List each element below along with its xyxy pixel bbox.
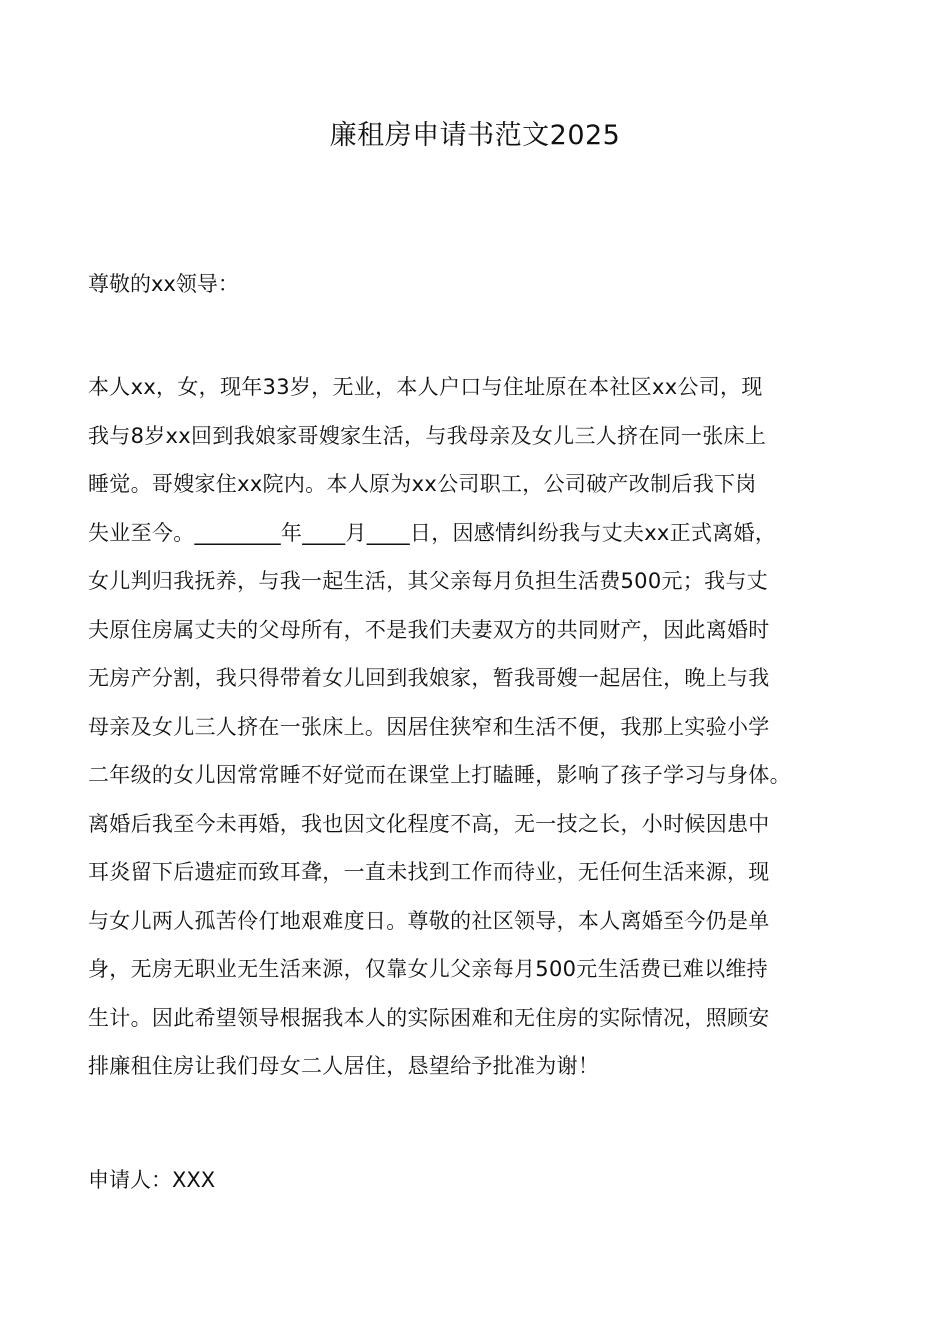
body-line: 无房产分割，我只得带着女儿回到我娘家，暂我哥嫂一起居住，晚上与我 [88,666,770,690]
salutation: 尊敬的xx领导： [88,272,239,296]
body-line: 女儿判归我抚养，与我一起生活，其父亲每月负担生活费500元；我与丈 [88,569,768,593]
body-line: 与女儿两人孤苦伶仃地艰难度日。尊敬的社区领导，本人离婚至今仍是单 [88,908,770,933]
body-line: 母亲及女儿三人挤在一张床上。因居住狭窄和生活不便，我那上实验小学 [88,714,770,739]
applicant-signature: 申请人：XXX [88,1168,216,1192]
body-line: 生计。因此希望领导根据我本人的实际困难和无住房的实际情况，照顾安 [88,1005,770,1030]
body-line: 耳炎留下后遗症而致耳聋，一直未找到工作而待业，无任何生活来源，现 [88,860,770,884]
body-line: 我与8岁xx回到我娘家哥嫂家生活，与我母亲及女儿三人挤在同一张床上 [88,423,767,448]
body-line: 夫原住房属丈夫的父母所有，不是我们夫妻双方的共同财产，因此离婚时 [88,617,770,642]
body-line: 睡觉。哥嫂家住xx院内。本人原为xx公司职工，公司破产改制后我下岗 [88,472,757,496]
body-line: 排廉租住房让我们母女二人居住，恳望给予批准为谢！ [88,1054,600,1078]
body-line: 离婚后我至今未再婚，我也因文化程度不高，无一技之长，小时候因患中 [88,811,770,836]
body-line: 身，无房无职业无生活来源，仅靠女儿父亲每月500元生活费已难以维持 [88,957,768,981]
body-paragraph [88,363,878,1091]
body-line: 失业至今。________年____月____日，因感情纠纷我与丈夫xx正式离婚， [88,520,777,545]
body-line: 本人xx，女，现年33岁，无业，本人户口与住址原在本社区xx公司，现 [88,375,763,399]
document-title: 廉租房申请书范文2025 [329,120,621,151]
body-line: 二年级的女儿因常常睡不好觉而在课堂上打瞌睡，影响了孩子学习与身体。 [88,763,791,787]
